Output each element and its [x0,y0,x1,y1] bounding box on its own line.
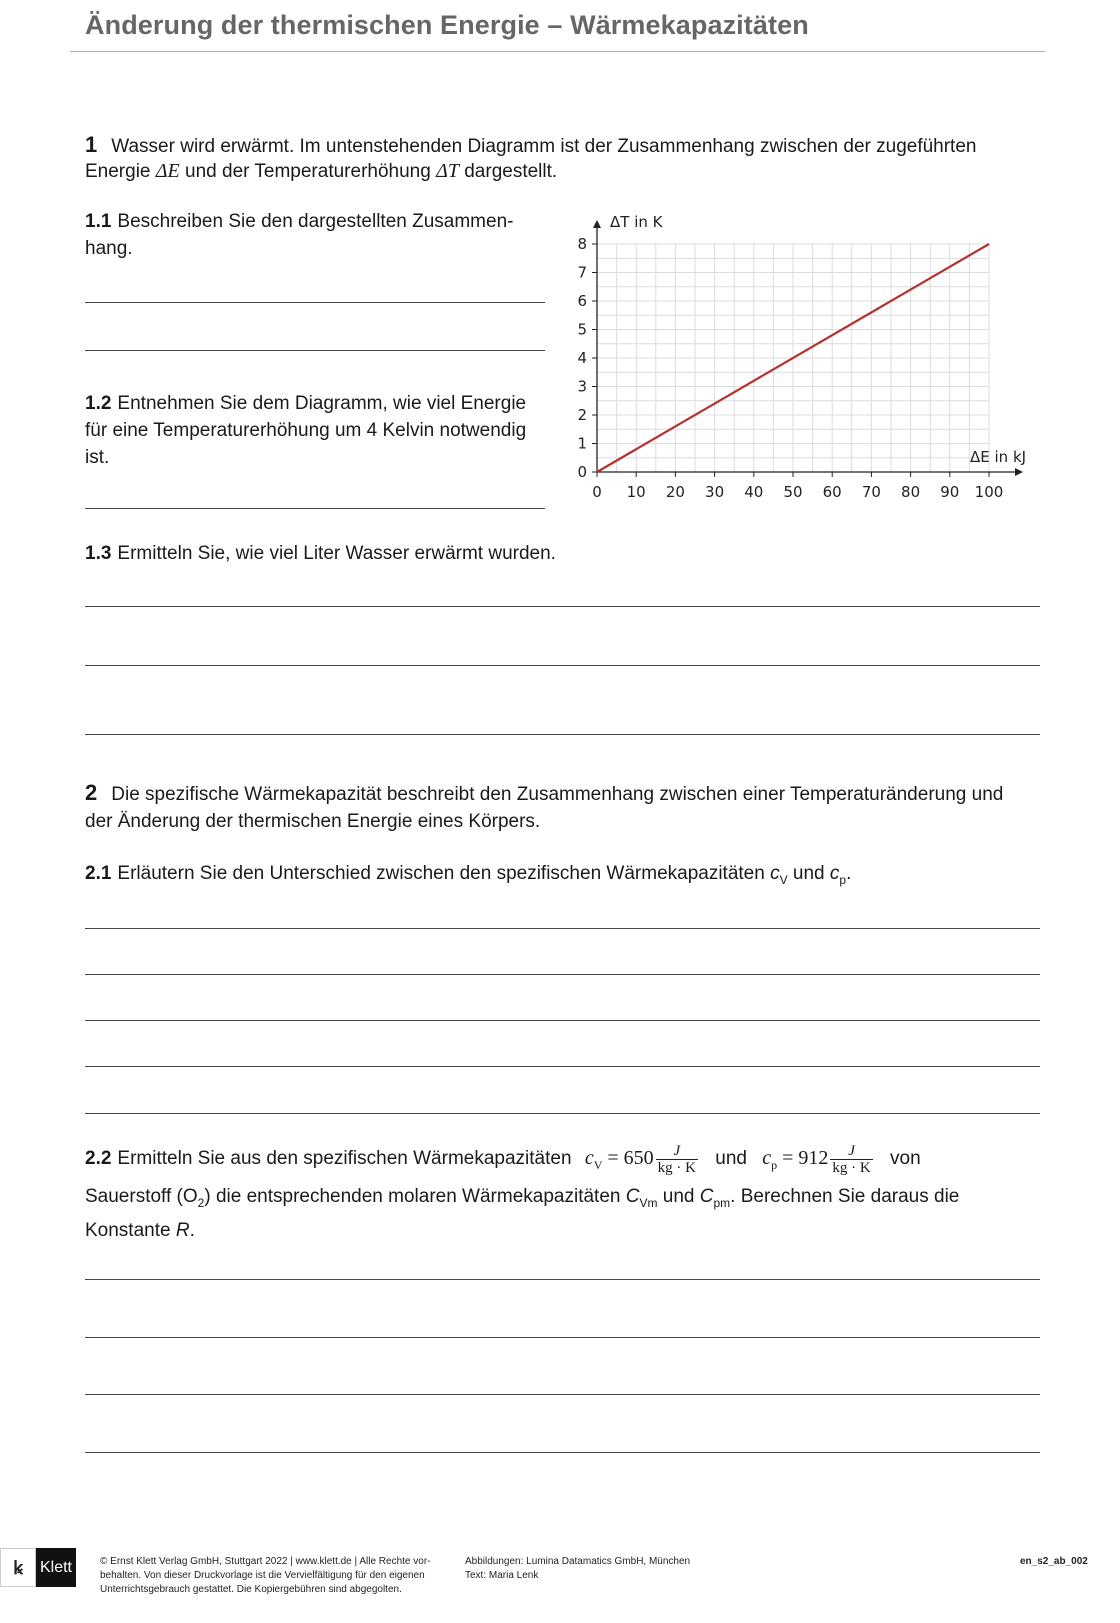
question-text: Entnehmen Sie dem Diagramm, wie viel Energie [117,393,527,414]
cv-subscript: V [593,1158,603,1172]
unit-numerator: J [830,1143,872,1160]
question-text: und [715,1148,747,1169]
x-axis-arrow [1015,468,1023,476]
o2-subscript: 2 [197,1195,205,1210]
credits [465,1555,765,1583]
answer-line[interactable] [85,1020,1040,1021]
copyright-line: Unterrichtsgebrauch gestattet. Die Kopiergebühren sind abgegolten. [100,1584,402,1595]
cp-value: = 912 [777,1147,829,1169]
task2-number: 2 [85,780,98,805]
question-text: für eine Temperaturerhöhung um 4 Kelvin notwendig [85,420,527,441]
x-tick-label: 50 [783,483,803,501]
question-number: 2.2 [85,1148,112,1169]
cv-subscript: V [779,872,788,887]
unit-numerator: J [656,1143,698,1160]
x-axis-label: ΔE in kJ [970,448,1027,466]
r-symbol: R [175,1219,190,1241]
answer-line[interactable] [85,734,1040,735]
y-axis-label: ΔT in K [610,213,663,231]
cpm-subscript: pm [713,1195,731,1210]
question-text: Sauerstoff (O [85,1186,198,1207]
question-text: ) die entsprechenden molaren Wärmekapazitäten [204,1186,626,1207]
question-text: hang. [85,238,133,259]
question-number: 2.1 [85,863,112,884]
answer-line[interactable] [85,508,545,509]
answer-line[interactable] [85,1337,1040,1338]
question-text: und [657,1186,700,1207]
task1-intro-text: dargestellt. [458,161,558,182]
question-number: 1.1 [85,211,112,232]
answer-line[interactable] [85,302,545,303]
answer-line[interactable] [85,665,1040,666]
title-divider [70,51,1045,52]
y-tick-label: 0 [577,463,587,481]
x-tick-label: 100 [974,483,1004,501]
y-tick-label: 8 [577,235,587,253]
x-tick-label: 90 [940,483,960,501]
task1-intro [85,131,1045,160]
answer-line[interactable] [85,1066,1040,1067]
question-text: Ermitteln Sie aus den spezifischen Wärmekapazitäten [117,1148,572,1169]
answer-line[interactable] [85,974,1040,975]
delta-e-symbol: ΔE [155,160,180,182]
delta-t-symbol: ΔT [436,160,459,182]
x-tick-label: 40 [744,483,764,501]
y-tick-label: 4 [577,349,587,367]
y-tick-label: 7 [577,263,587,282]
question-text: . Berechnen Sie daraus die [730,1186,960,1207]
question-1-3 [85,540,985,567]
energy-temperature-chart [570,210,1040,510]
question-text: . [846,863,852,884]
y-tick-label: 6 [577,292,587,310]
question-number: 1.3 [85,543,112,564]
task2-intro-line1: Die spezifische Wärmekapazität beschreibt den Zusammenhang zwischen einer Temperaturänderung und [111,784,1004,805]
y-tick-label: 2 [577,406,587,424]
y-tick-label: 5 [577,320,587,339]
cp-formula [762,1142,875,1176]
answer-line[interactable] [85,1394,1040,1395]
question-text: und [787,863,830,884]
answer-line[interactable] [85,1452,1040,1453]
cvm-symbol: C [625,1186,640,1207]
answer-line[interactable] [85,928,1040,929]
question-text: ist. [85,447,110,468]
cv-value: = 650 [602,1147,654,1169]
answer-line[interactable] [85,1279,1040,1280]
x-tick-label: 60 [822,483,842,501]
task1-intro-line2 [85,158,1045,185]
cpm-symbol: C [699,1186,714,1207]
x-tick-label: 10 [626,483,646,501]
x-tick-label: 80 [901,483,921,501]
page-title: Änderung der thermischen Energie – Wärmekapazitäten [85,10,809,40]
question-text: Ermitteln Sie, wie viel Liter Wasser erwärmt wurden. [117,543,556,564]
task1-intro-text: Energie [85,161,156,182]
cvm-subscript: Vm [639,1195,658,1210]
task2-intro-line2: der Änderung der thermischen Energie eines Körpers. [85,811,541,832]
document-code: en_s2_ab_002 [1020,1556,1088,1567]
unit-denominator: kg · K [832,1159,871,1176]
y-tick-label: 3 [577,377,587,396]
cv-formula [584,1142,700,1176]
question-text: Konstante [85,1219,176,1241]
x-tick-label: 30 [705,483,725,501]
credits-line: Abbildungen: Lumina Datamatics GmbH, München [465,1556,691,1567]
cv-symbol: c [584,1147,594,1169]
question-text: Erläutern Sie den Unterschied zwischen den spezifischen Wärmekapazitäten [117,863,771,884]
task1-intro-text: und der Temperaturerhöhung [179,161,437,182]
task1-number: 1 [85,132,98,157]
unit-denominator: kg · K [657,1159,696,1176]
copyright-line: behalten. Von dieser Druckvorlage ist die Vervielfältigung für den eigenen [100,1570,425,1581]
answer-line[interactable] [85,1113,1040,1114]
question-1-1 [85,208,535,262]
x-tick-label: 70 [861,483,881,501]
task2-intro [85,779,1065,835]
cp-subscript: p [771,1158,778,1172]
klett-logo [0,1548,76,1587]
unit-fraction [656,1143,698,1176]
y-tick-label: 1 [577,434,587,453]
copyright-line: © Ernst Klett Verlag GmbH, Stuttgart 2022 | www.klett.de | Alle Rechte vor- [100,1556,431,1567]
question-2-2-line2 [85,1183,1065,1244]
question-text: Beschreiben Sie den dargestellten Zusammen- [117,211,514,232]
chart-ticks [577,235,1003,501]
copyright-notice [100,1555,440,1597]
question-text: von [890,1148,921,1169]
answer-line[interactable] [85,606,1040,607]
unit-fraction [830,1143,872,1176]
question-2-2-line1 [85,1140,1065,1183]
cp-subscript: p [839,872,847,887]
x-tick-label: 20 [665,483,685,501]
cv-symbol: c [770,863,780,884]
credits-line: Text: Maria Lenk [465,1570,539,1581]
x-tick-label: 0 [592,483,602,501]
y-axis-arrow [593,220,601,228]
task1-intro-line1: Wasser wird erwärmt. Im untenstehenden Diagramm ist der Zusammenhang zwischen der zugeführten [111,136,977,157]
klett-logo-mark: ꝃ [0,1548,36,1587]
klett-logo-word: Klett [36,1548,76,1587]
answer-line[interactable] [85,350,545,351]
question-number: 1.2 [85,393,112,414]
question-text: . [189,1219,195,1241]
cp-symbol: c [829,863,840,884]
question-1-2 [85,390,555,471]
cp-symbol: c [762,1147,772,1169]
question-2-1 [85,860,1065,894]
